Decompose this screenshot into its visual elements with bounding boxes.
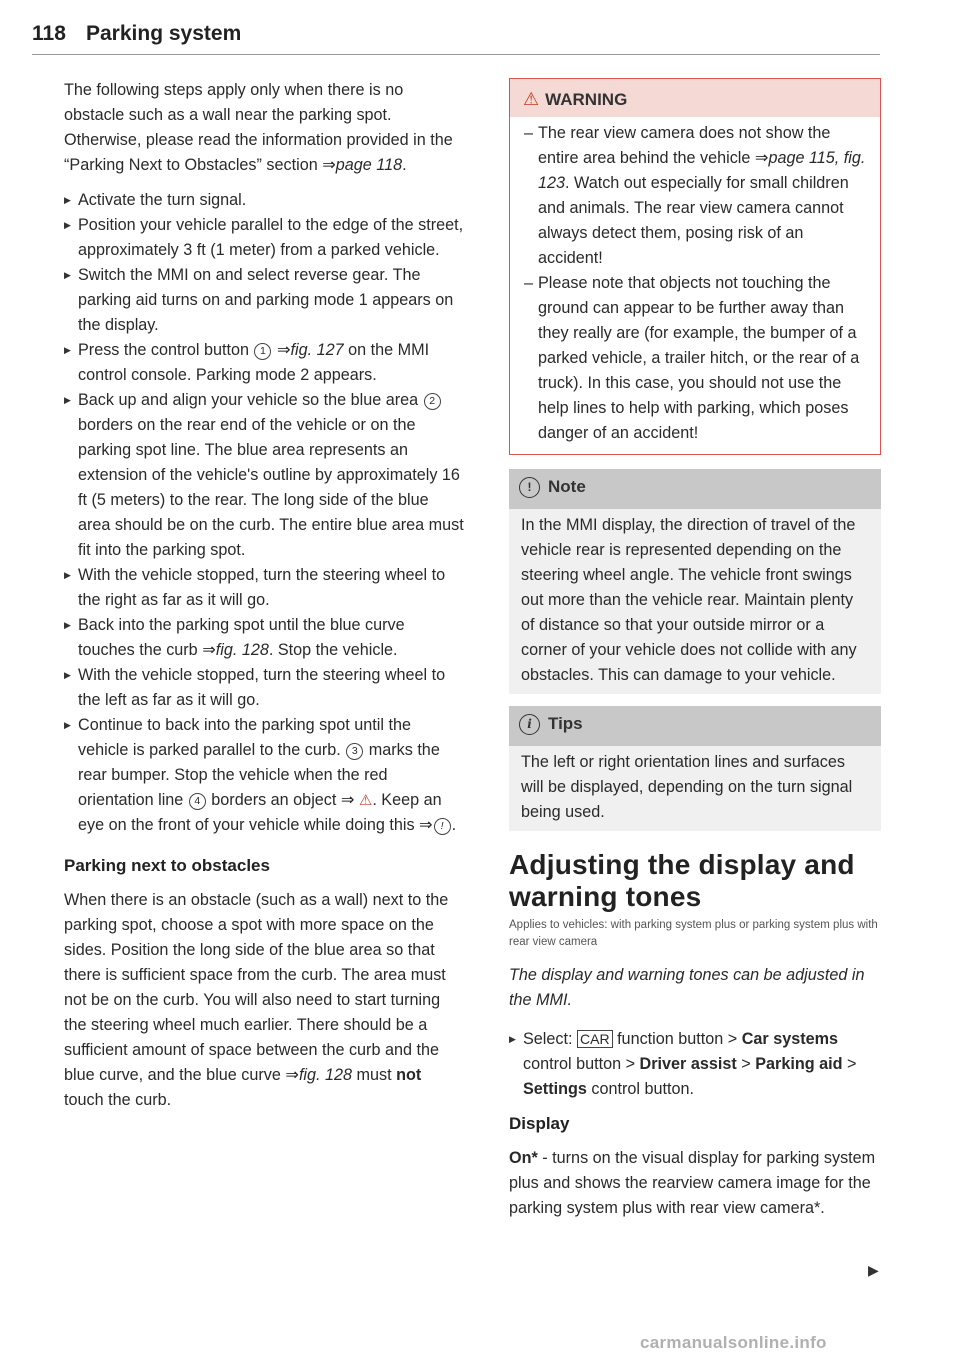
page-header [32, 22, 880, 55]
section-heading: Adjusting the display and warning tones [509, 849, 855, 912]
warning-item: – The rear view camera does not show the entire area behind the vehicle ⇒page 115, fig. 123. Watch out especially for small children and animals. The rear view camera cannot always detect them, posing risk of an accident! [524, 121, 868, 271]
step-item: ▶ Select: CAR function button > Car systems control button > Driver assist > Parking aid > Settings control button. [509, 1027, 881, 1102]
step-item: ▶ With the vehicle stopped, turn the steering wheel to the right as far as it will go. [64, 563, 464, 613]
step-item: ▶ Switch the MMI on and select reverse gear. The parking aid turns on and parking mode 1 appears on the display. [64, 263, 464, 338]
step-item: ▶ Position your vehicle parallel to the edge of the street, approximately 3 ft (1 meter) from a parked vehicle. [64, 213, 464, 263]
marker-1-icon: 1 [254, 343, 271, 360]
warning-header: ⚠ WARNING [510, 79, 880, 117]
step-item: ▶ Back into the parking spot until the blue curve touches the curb ⇒fig. 128. Stop the vehicle. [64, 613, 464, 663]
instruction-steps [64, 188, 464, 838]
note-text: In the MMI display, the direction of travel of the vehicle rear is represented depending on the steering wheel angle. The vehicle front swings out more than the vehicle rear. Maintain plenty of distance so that your outside mirror or a corner of your vehicle does not collide with any obstacles. This can damage to your vehicle. [521, 516, 857, 684]
note-box [509, 469, 881, 694]
display-heading: Display [509, 1114, 570, 1133]
step-item: ▶ Press the control button 1 ⇒fig. 127 on the MMI control console. Parking mode 2 appears. [64, 338, 464, 388]
section-title: Parking system [86, 22, 242, 45]
display-paragraph: On* - turns on the visual display for parking system plus and shows the rearview camera image for the parking system plus with rear view camera*. [509, 1149, 876, 1217]
tips-box [509, 706, 881, 831]
page-reference-link[interactable]: ⇒page 118 [322, 156, 403, 174]
marker-4-icon: 4 [189, 793, 206, 810]
figure-reference-link[interactable]: ⇒fig. 128 [285, 1066, 353, 1084]
warning-reference-link[interactable]: ⇒ ⚠ [340, 791, 373, 809]
obstacles-heading: Parking next to obstacles [64, 856, 270, 875]
select-steps [509, 1027, 881, 1102]
exclamation-icon: ! [434, 818, 451, 835]
step-item: ▶ Activate the turn signal. [64, 188, 464, 213]
info-icon: i [519, 714, 540, 735]
step-item: ▶ Continue to back into the parking spot until the vehicle is parked parallel to the curb. 3 marks the rear bumper. Stop the vehicle when the red orientation line 4 borders an object ⇒ ⚠. Keep an eye on the front of your vehicle while doing this ⇒ ! . [64, 713, 464, 838]
watermark: carmanualsonline.info [640, 1333, 827, 1352]
figure-reference-link[interactable]: ⇒fig. 127 [276, 341, 344, 359]
warning-item: – Please note that objects not touching the ground can appear to be further away than they really are (for example, the bumper of a parked vehicle, a trailer hitch, or the rear of a truck). In this case, you should not use the help lines to help with parking, which poses danger of an accident! [524, 271, 868, 446]
car-key-button: CAR [577, 1030, 613, 1048]
exclamation-icon: ! [519, 477, 540, 498]
marker-2-icon: 2 [424, 393, 441, 410]
tips-text: The left or right orientation lines and surfaces will be displayed, depending on the turn signal being used. [521, 753, 853, 821]
lead-paragraph: The display and warning tones can be adjusted in the MMI. [509, 966, 865, 1009]
obstacles-paragraph: When there is an obstacle (such as a wall) next to the parking spot, choose a spot with more space on the sides. Position the long side of the blue area so that there is sufficient space from the curb. The area must not be on the curb. You will also need to start turning the steering wheel much earlier. There should be a sufficient amount of space between the curb and the blue curve, and the blue curve ⇒fig. 128 must not touch the curb. [64, 891, 449, 1109]
intro-paragraph: The following steps apply only when there is no obstacle such as a wall near the parking spot. Otherwise, please read the information provided in the “Parking Next to Obstacles” section ⇒page 118. [64, 81, 453, 174]
warning-box [509, 78, 881, 455]
page-number: 118 [32, 22, 66, 45]
figure-reference-link[interactable]: ⇒fig. 128 [202, 641, 269, 659]
note-reference-link[interactable]: ⇒ ! [419, 816, 452, 834]
marker-3-icon: 3 [346, 743, 363, 760]
warning-triangle-icon: ⚠ [358, 792, 373, 809]
applies-to-text: Applies to vehicles: with parking system plus or parking system plus with rear view camera [509, 919, 878, 948]
tips-header: i Tips [509, 706, 881, 746]
step-item: ▶ With the vehicle stopped, turn the steering wheel to the left as far as it will go. [64, 663, 464, 713]
warning-list [524, 121, 868, 446]
left-column [64, 78, 464, 1113]
page-reference-link[interactable]: ⇒page 115, fig. 123 [538, 149, 866, 192]
right-column [509, 78, 881, 1221]
step-item: ▶ Back up and align your vehicle so the blue area 2 borders on the rear end of the vehicle or on the parking spot line. The blue area represents an extension of the vehicle's outline by approximately 16 ft (5 meters) to the rear. The long side of the blue area should be on the curb. The entire blue area must fit into the parking spot. [64, 388, 464, 563]
note-header: ! Note [509, 469, 881, 509]
warning-triangle-icon: ⚠ [523, 89, 540, 109]
continue-arrow-icon: ▶ [868, 1262, 879, 1278]
